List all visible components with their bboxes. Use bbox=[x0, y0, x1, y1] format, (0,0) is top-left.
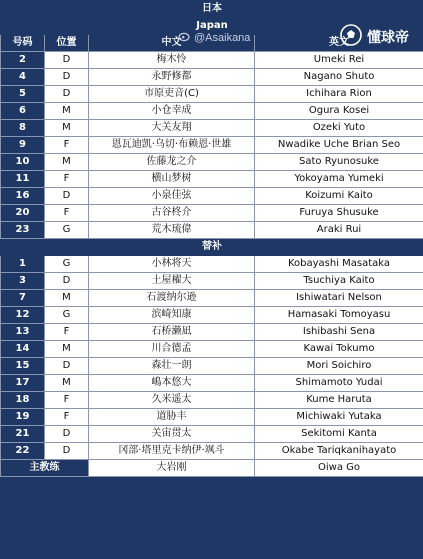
player-name-cn: 小林将天 bbox=[89, 256, 255, 273]
player-name-en: Furuya Shusuke bbox=[255, 205, 423, 222]
player-position: D bbox=[45, 86, 89, 103]
player-position: F bbox=[45, 205, 89, 222]
player-number: 20 bbox=[1, 205, 45, 222]
player-name-cn: 冈部·塔里克卡纳伊·飒斗 bbox=[89, 443, 255, 460]
coach-name-cn: 大岩刚 bbox=[89, 460, 255, 477]
player-name-cn: 关宙贯太 bbox=[89, 426, 255, 443]
player-name-en: Ishibashi Sena bbox=[255, 324, 423, 341]
player-name-cn: 佐藤龙之介 bbox=[89, 154, 255, 171]
weibo-watermark bbox=[178, 30, 250, 45]
col-header-english: 英文 bbox=[255, 35, 423, 52]
starters-row bbox=[1, 205, 423, 222]
player-name-cn: 荒木琉偉 bbox=[89, 222, 255, 239]
player-name-cn: 小泉佳弦 bbox=[89, 188, 255, 205]
watermark-handle: @Asaikana bbox=[194, 31, 251, 44]
player-name-cn: 土屋櫂大 bbox=[89, 273, 255, 290]
player-number: 6 bbox=[1, 103, 45, 120]
starters-row bbox=[1, 154, 423, 171]
subs-row bbox=[1, 307, 423, 324]
player-number: 18 bbox=[1, 392, 45, 409]
player-position: D bbox=[45, 426, 89, 443]
starters-row bbox=[1, 103, 423, 120]
player-name-cn: 森壮一朗 bbox=[89, 358, 255, 375]
player-position: M bbox=[45, 120, 89, 137]
player-position: F bbox=[45, 392, 89, 409]
player-number: 3 bbox=[1, 273, 45, 290]
player-name-cn: 嶋本悠大 bbox=[89, 375, 255, 392]
player-name-en: Koizumi Kaito bbox=[255, 188, 423, 205]
player-name-en: Nwadike Uche Brian Seo bbox=[255, 137, 423, 154]
player-name-cn: 市原吏音(C) bbox=[89, 86, 255, 103]
starters-row bbox=[1, 69, 423, 86]
player-name-cn: 滨崎知康 bbox=[89, 307, 255, 324]
player-name-cn: 永野修都 bbox=[89, 69, 255, 86]
player-number: 17 bbox=[1, 375, 45, 392]
player-position: M bbox=[45, 154, 89, 171]
player-name-cn: 石渡纳尔逊 bbox=[89, 290, 255, 307]
starters-row bbox=[1, 171, 423, 188]
player-name-en: Mori Soichiro bbox=[255, 358, 423, 375]
player-position: D bbox=[45, 358, 89, 375]
player-number: 9 bbox=[1, 137, 45, 154]
player-number: 14 bbox=[1, 341, 45, 358]
player-number: 2 bbox=[1, 52, 45, 69]
coach-label: 主教练 bbox=[1, 460, 89, 477]
subs-row bbox=[1, 273, 423, 290]
player-name-cn: 横山梦树 bbox=[89, 171, 255, 188]
starters-row bbox=[1, 120, 423, 137]
brand-name: 懂球帝 bbox=[367, 30, 409, 46]
player-position: G bbox=[45, 222, 89, 239]
subs-row bbox=[1, 324, 423, 341]
player-position: M bbox=[45, 341, 89, 358]
player-name-en: Yokoyama Yumeki bbox=[255, 171, 423, 188]
player-name-cn: 梅木怜 bbox=[89, 52, 255, 69]
player-position: F bbox=[45, 137, 89, 154]
player-name-en: Kobayashi Masataka bbox=[255, 256, 423, 273]
subs-row bbox=[1, 375, 423, 392]
player-name-cn: 道胁丰 bbox=[89, 409, 255, 426]
player-name-en: Umeki Rei bbox=[255, 52, 423, 69]
player-name-en: Kawai Tokumo bbox=[255, 341, 423, 358]
player-number: 1 bbox=[1, 256, 45, 273]
player-number: 10 bbox=[1, 154, 45, 171]
subs-row bbox=[1, 409, 423, 426]
col-header-position: 位置 bbox=[45, 35, 89, 52]
starters-row bbox=[1, 188, 423, 205]
soccer-ball-icon bbox=[340, 24, 362, 50]
player-number: 13 bbox=[1, 324, 45, 341]
player-name-en: Ichihara Rion bbox=[255, 86, 423, 103]
player-number: 15 bbox=[1, 358, 45, 375]
player-name-en: Nagano Shuto bbox=[255, 69, 423, 86]
player-position: M bbox=[45, 375, 89, 392]
starters-row bbox=[1, 222, 423, 239]
player-number: 5 bbox=[1, 86, 45, 103]
player-name-cn: 恩瓦迪凯·乌切·布赖恩·世雄 bbox=[89, 137, 255, 154]
player-position: F bbox=[45, 171, 89, 188]
player-number: 19 bbox=[1, 409, 45, 426]
player-name-en: Michiwaki Yutaka bbox=[255, 409, 423, 426]
player-position: G bbox=[45, 256, 89, 273]
starters-row bbox=[1, 52, 423, 69]
player-name-en: Kume Haruta bbox=[255, 392, 423, 409]
player-number: 11 bbox=[1, 171, 45, 188]
subs-row bbox=[1, 358, 423, 375]
player-name-en: Araki Rui bbox=[255, 222, 423, 239]
player-position: F bbox=[45, 324, 89, 341]
subs-row bbox=[1, 392, 423, 409]
player-position: M bbox=[45, 103, 89, 120]
weibo-icon bbox=[178, 30, 190, 45]
player-position: D bbox=[45, 69, 89, 86]
player-name-cn: 古谷柊介 bbox=[89, 205, 255, 222]
player-name-cn: 川合德孟 bbox=[89, 341, 255, 358]
player-name-en: Ishiwatari Nelson bbox=[255, 290, 423, 307]
player-name-en: Ozeki Yuto bbox=[255, 120, 423, 137]
player-number: 22 bbox=[1, 443, 45, 460]
player-name-cn: 小仓幸成 bbox=[89, 103, 255, 120]
brand-watermark bbox=[340, 24, 409, 50]
subs-row bbox=[1, 290, 423, 307]
player-number: 16 bbox=[1, 188, 45, 205]
player-name-en: Sato Ryunosuke bbox=[255, 154, 423, 171]
player-name-en: Okabe Tariqkanihayato bbox=[255, 443, 423, 460]
player-name-cn: 久米遥太 bbox=[89, 392, 255, 409]
player-name-en: Sekitomi Kanta bbox=[255, 426, 423, 443]
player-number: 7 bbox=[1, 290, 45, 307]
player-position: D bbox=[45, 443, 89, 460]
player-number: 8 bbox=[1, 120, 45, 137]
starters-row bbox=[1, 86, 423, 103]
subs-label: 替补 bbox=[1, 239, 423, 256]
player-position: D bbox=[45, 188, 89, 205]
player-number: 21 bbox=[1, 426, 45, 443]
player-number: 23 bbox=[1, 222, 45, 239]
subs-row bbox=[1, 426, 423, 443]
title-en: Japan bbox=[1, 18, 423, 35]
player-position: D bbox=[45, 52, 89, 69]
col-header-chinese: 中文 bbox=[89, 35, 255, 52]
player-name-cn: 大关友翔 bbox=[89, 120, 255, 137]
player-name-en: Shimamoto Yudai bbox=[255, 375, 423, 392]
player-name-en: Ogura Kosei bbox=[255, 103, 423, 120]
player-position: D bbox=[45, 273, 89, 290]
player-position: M bbox=[45, 290, 89, 307]
player-name-en: Hamasaki Tomoyasu bbox=[255, 307, 423, 324]
subs-row bbox=[1, 256, 423, 273]
player-number: 4 bbox=[1, 69, 45, 86]
player-position: F bbox=[45, 409, 89, 426]
subs-row bbox=[1, 341, 423, 358]
title-cn: 日本 bbox=[1, 1, 423, 18]
coach-name-en: Oiwa Go bbox=[255, 460, 423, 477]
player-number: 12 bbox=[1, 307, 45, 324]
player-name-en: Tsuchiya Kaito bbox=[255, 273, 423, 290]
subs-row bbox=[1, 443, 423, 460]
col-header-number: 号码 bbox=[1, 35, 45, 52]
starters-row bbox=[1, 137, 423, 154]
player-position: G bbox=[45, 307, 89, 324]
player-name-cn: 石桥濑凪 bbox=[89, 324, 255, 341]
